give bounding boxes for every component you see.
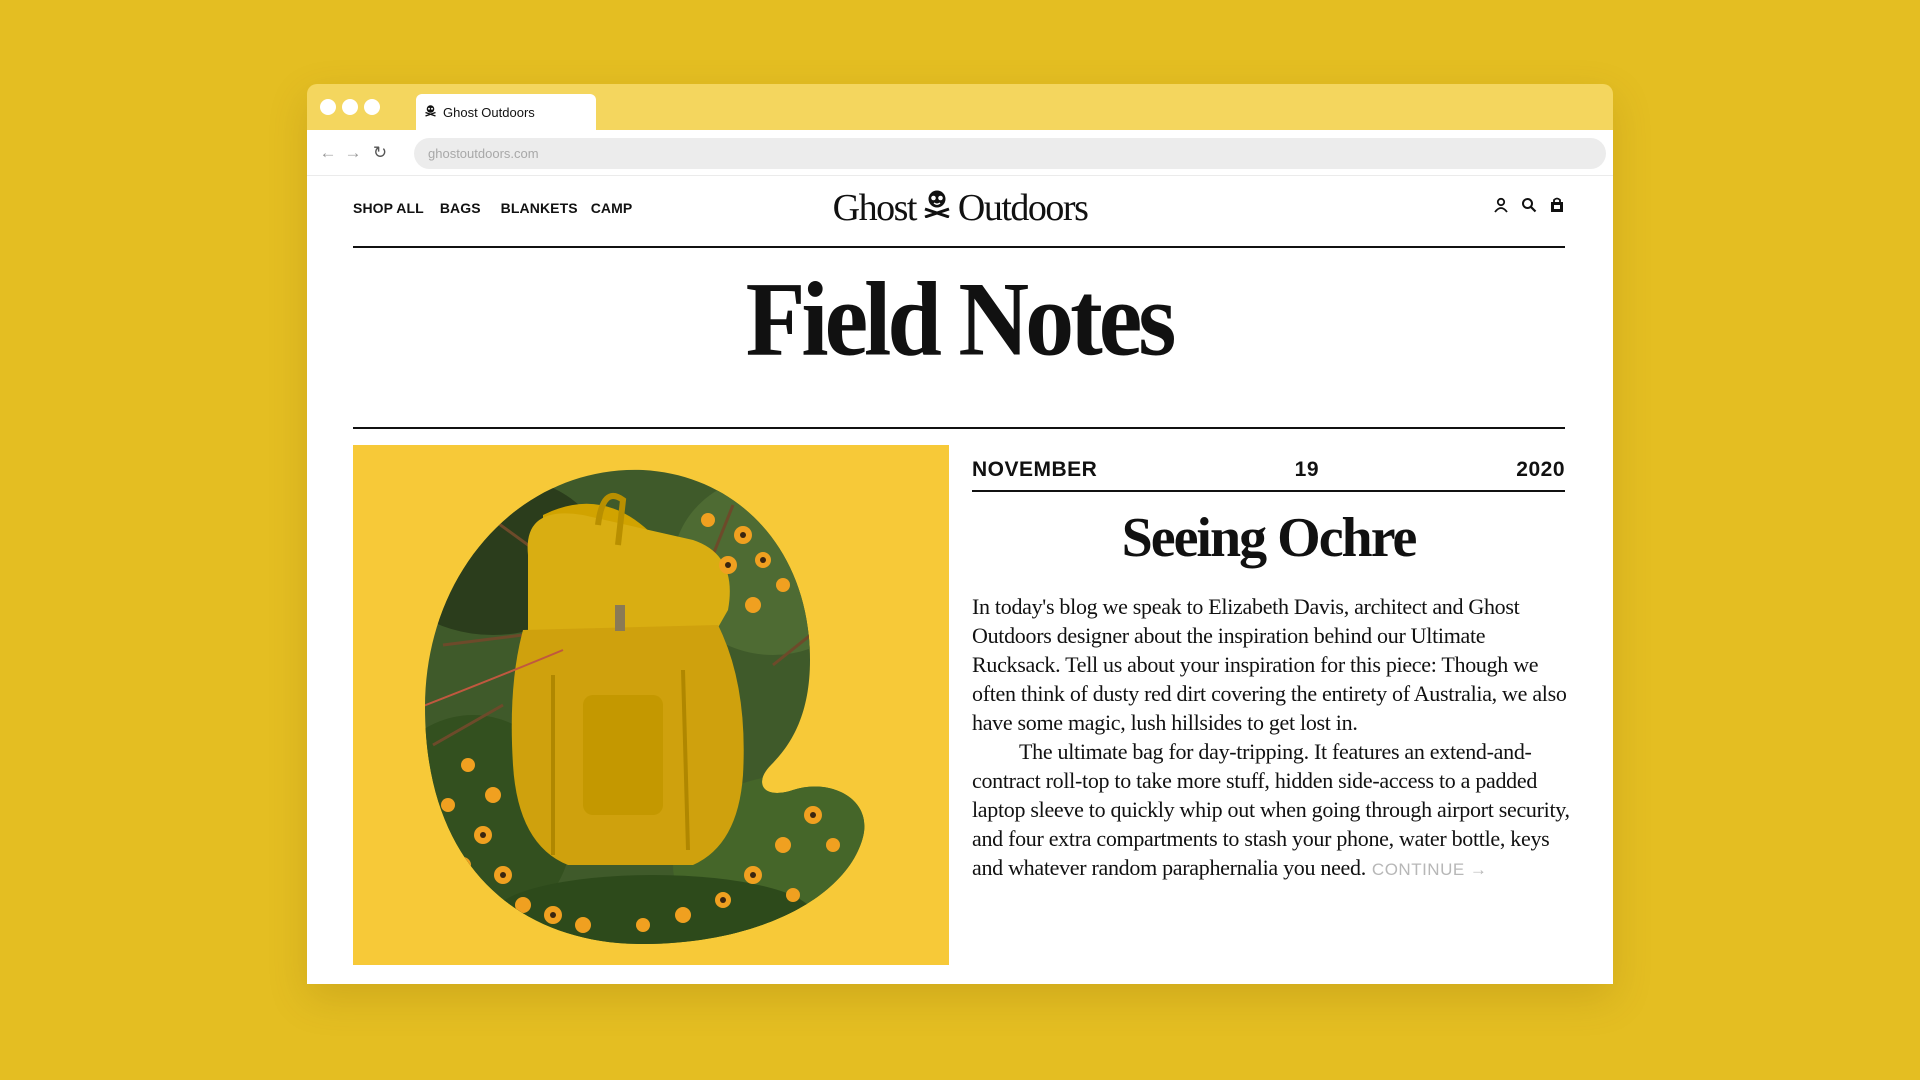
nav-camp[interactable]: CAMP (590, 200, 633, 216)
back-icon[interactable]: ← (319, 143, 337, 162)
logo-word-outdoors: Outdoors (957, 187, 1088, 229)
logo-word-ghost: Ghost (832, 187, 916, 229)
title-divider (353, 427, 1565, 429)
date-divider (972, 490, 1565, 492)
url-text: ghostoutdoors.com (428, 146, 539, 161)
maximize-window-button[interactable] (364, 99, 380, 115)
bag-icon[interactable] (1548, 196, 1566, 214)
site-logo[interactable] (817, 184, 1103, 232)
close-window-button[interactable] (320, 99, 336, 115)
backpack-photo (373, 455, 913, 955)
browser-tab[interactable] (416, 94, 596, 130)
article-paragraph-text: The ultimate bag for day-tripping. It features an extend-and-contract roll-top to take more stuff, hidden side-access to a padded laptop sleeve to quickly whip out when going through airport security, and four extra compartments to stash your phone, water bottle, keys and whatever random paraphernalia you need. (972, 739, 1570, 880)
browser-toolbar (307, 130, 1613, 176)
browser-window (307, 84, 1613, 984)
browser-titlebar (307, 84, 1613, 130)
continue-link[interactable]: CONTINUE → (1371, 860, 1488, 879)
account-icon[interactable] (1492, 196, 1510, 214)
minimize-window-button[interactable] (342, 99, 358, 115)
hero-image[interactable] (353, 445, 949, 965)
web-page (307, 176, 1613, 984)
article-excerpt (972, 592, 1572, 884)
date-year: 2020 (1516, 458, 1565, 481)
page-title: Field Notes (745, 261, 1173, 379)
nav-shop-all[interactable]: SHOP ALL (353, 200, 424, 216)
address-bar[interactable] (414, 138, 1606, 169)
skull-icon (922, 184, 952, 228)
header-divider (353, 246, 1565, 248)
article-title[interactable]: Seeing Ochre (1121, 507, 1416, 569)
date-month: NOVEMBER (972, 458, 1098, 481)
tab-title: Ghost Outdoors (443, 104, 535, 120)
article-date (972, 458, 1565, 482)
article-paragraph: In today's blog we speak to Elizabeth Davis, architect and Ghost Outdoors designer about the inspiration behind our Ultimate Rucksack. Tell us about your inspiration for this piece: Though we often think of dusty red dirt covering the entirety of Australia, we also have some magic, lush hillsides to get lost in. (972, 594, 1567, 735)
search-icon[interactable] (1520, 196, 1538, 214)
article-paragraph (972, 737, 1572, 884)
skull-icon (424, 104, 437, 120)
nav-blankets[interactable]: BLANKETS (500, 200, 578, 216)
main-nav (353, 200, 648, 216)
date-day: 19 (1294, 458, 1319, 481)
header-icons (1492, 196, 1566, 214)
nav-bags[interactable]: BAGS (439, 200, 481, 216)
forward-icon[interactable]: → (344, 143, 362, 162)
reload-icon[interactable]: ↻ (372, 143, 388, 162)
